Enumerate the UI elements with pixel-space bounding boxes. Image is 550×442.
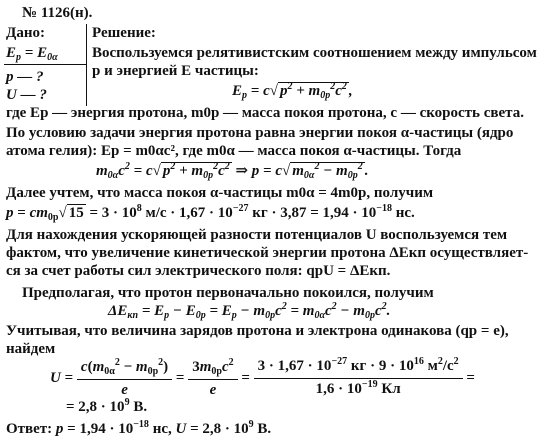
formula-p-value: $p = cm_{0p}√$ $15 = 3 \cdot 10^8$ $м/с \cdot 1,67 \cdot 10^{-27}$ кг · $3,87 = 1,94 \cdot 10^{-18}$ нс. xyxy=(6,203,415,223)
text-line-7: Для нахождения ускоряющей разности потенциалов U воспользуемся тем xyxy=(6,227,508,243)
given-separator xyxy=(4,64,86,65)
formula-energy: $E_p = c√$ $p^2 + m_{0p}^2c^2$ , xyxy=(232,81,353,101)
text-line-10: Предполагая, что протон первоначально покоился, получим xyxy=(22,285,434,301)
text-line-1: Воспользуемся релятивистским соотношением между импульсом xyxy=(92,45,537,61)
given-condition: $E_p = E_{0\alpha}$ xyxy=(6,45,58,63)
formula-delta-e: $\Delta E_{кп} = E_p - E_{0p} = E_p - m_{0p}c^2 = m_{0\alpha}c^2 - m_{0p}c^2$. xyxy=(108,301,391,321)
problem-number: № 1126(н). xyxy=(22,5,93,21)
formula-voltage: U = $\frac{c(m_{0\alpha}^2 - m_{0p}^2)}{e}$ = $\frac{3m_{0p}c^2}{e}$ = $\frac{3 \cdot 1,67 \cdot 10^{-27} кг \cdot 9 \cdot 10^{16} м^2/с^2}{1,6 \cdot 10^{-19} Кл}$ = xyxy=(50,356,475,398)
text-line-5: атома гелия): Ep = m0αc², где m0α — масса покоя α-частицы. Тогда xyxy=(6,143,462,159)
answer-line: Ответ: $p = 1,94 \cdot 10^{-18}$ нс, $U = 2,8 \cdot 10^9$ В. xyxy=(6,419,272,437)
given-find-u: U — ? xyxy=(6,87,47,103)
solution-label: Решение: xyxy=(92,25,156,41)
given-divider xyxy=(86,24,87,106)
formula-voltage-result: = $2,8 \cdot 10^9$ В. xyxy=(66,397,148,415)
text-line-3: где Ep — энергия протона, m0p — масса покоя протона, c — скорость света. xyxy=(6,105,524,121)
given-label: Дано: xyxy=(6,25,45,41)
text-line-9: ся за счет работы сил электрического поля: qpU = ΔEкп. xyxy=(6,263,391,279)
given-find-p: p — ? xyxy=(6,69,44,85)
formula-momentum: $m_{0\alpha}c^2 = c√$ $p^2 + m_{0p}^2c^2$ ⇒ p = c√ $m_{0\alpha}^2 - m_{0p}^2$ . xyxy=(96,161,369,181)
text-line-8: фактом, что увеличение кинетической энергии протона ΔEкп осуществляет- xyxy=(6,245,529,261)
text-line-2: p и энергией E частицы: xyxy=(92,63,259,79)
text-line-4: По условию задачи энергия протона равна энергии покоя α-частицы (ядро xyxy=(6,125,514,141)
text-line-12: найдем xyxy=(6,341,56,357)
text-line-6: Далее учтем, что масса покоя α-частицы m0α = 4m0p, получим xyxy=(6,185,434,201)
text-line-11: Учитывая, что величина зарядов протона и электрона одинакова (qp = e), xyxy=(6,323,509,339)
